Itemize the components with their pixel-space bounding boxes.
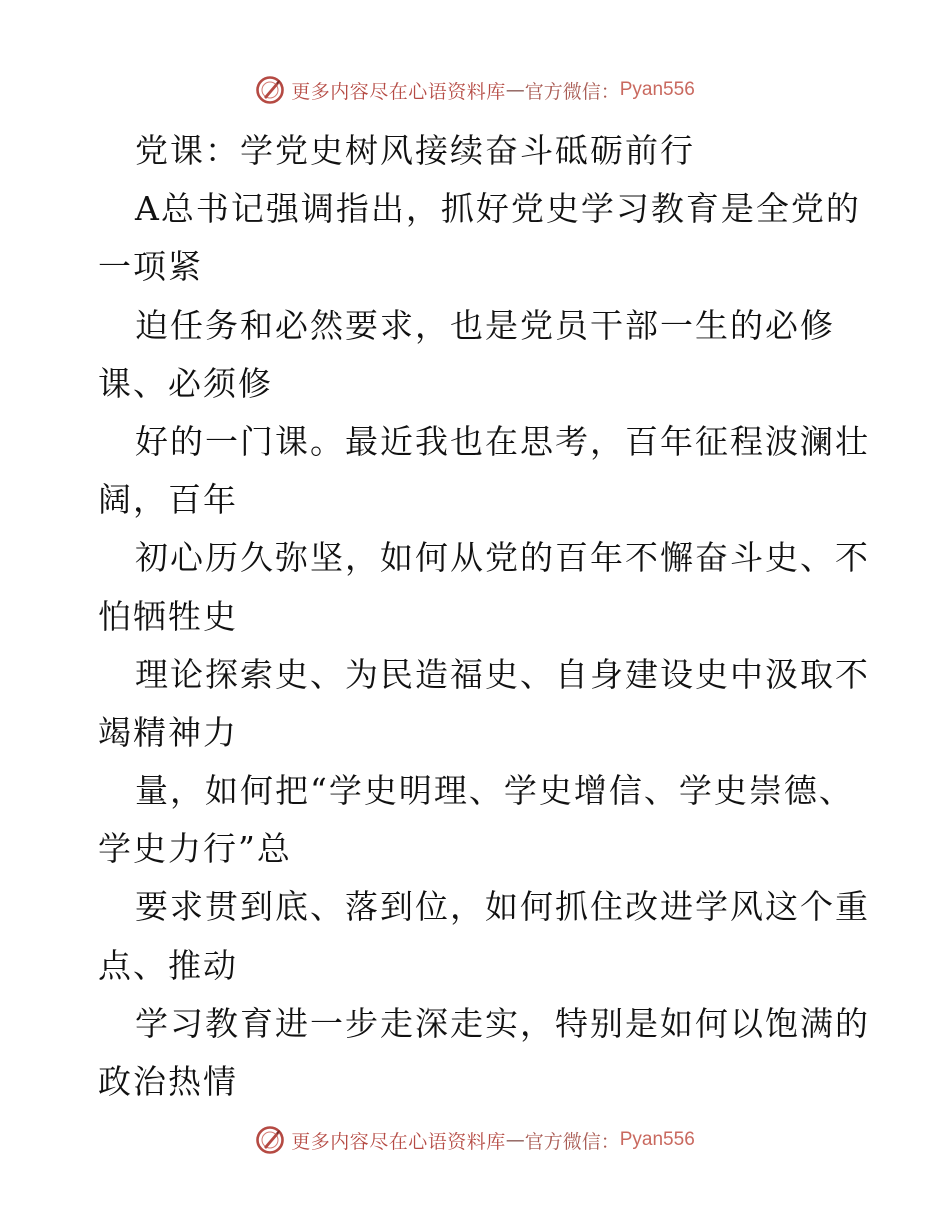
paragraph-line: 政治热情 (98, 1062, 238, 1101)
document-body (98, 122, 870, 1111)
pen-quill-logo-icon (255, 1125, 285, 1155)
paragraph-line: 课、必须修 (98, 363, 273, 403)
paragraph-line: 点、推动 (98, 945, 238, 985)
banner-wechat-id: Pyan556 (619, 79, 695, 100)
paragraph-line: 量，如何把“学史明理、学史增信、学史崇德、 (135, 771, 854, 811)
paragraph-line: 一项紧 (98, 247, 203, 287)
paragraph-line: 学史力行”总 (98, 829, 292, 869)
paragraph-line: 理论探索史、为民造福史、自身建设史中汲取不 (135, 654, 870, 694)
paragraph-line: 阔，百年 (98, 480, 238, 520)
banner-text: 更多内容尽在心语资料库 (291, 80, 506, 103)
paragraph-line: 学习教育进一步走深走实，特别是如何以饱满的 (135, 1003, 870, 1043)
banner-text: 更多内容尽在心语资料库 (291, 1130, 506, 1153)
document-title: 党课：学党史树风接续奋斗砥砺前行 (135, 131, 695, 170)
paragraph-line: A总书记强调指出，抓好党史学习教育是全党的 (135, 189, 861, 229)
paragraph-line: 初心历久弥坚，如何从党的百年不懈奋斗史、不 (135, 538, 870, 578)
banner-separator: — (505, 79, 525, 101)
header-banner (0, 70, 950, 110)
paragraph-line: 迫任务和必然要求，也是党员干部一生的必修 (135, 305, 835, 345)
banner-wechat-label: 官方微信： (524, 1130, 620, 1153)
pen-quill-logo-icon (255, 75, 285, 105)
banner-separator: — (505, 1129, 525, 1151)
paragraph-line: 怕牺牲史 (98, 596, 238, 636)
paragraph-line: 竭精神力 (98, 712, 238, 752)
banner-wechat-id: Pyan556 (619, 1129, 695, 1150)
paragraph-line: 好的一门课。最近我也在思考，百年征程波澜壮 (135, 421, 870, 461)
footer-banner (0, 1120, 950, 1160)
paragraph-line: 要求贯到底、落到位，如何抓住改进学风这个重 (135, 887, 870, 927)
banner-wechat-label: 官方微信： (524, 80, 620, 103)
